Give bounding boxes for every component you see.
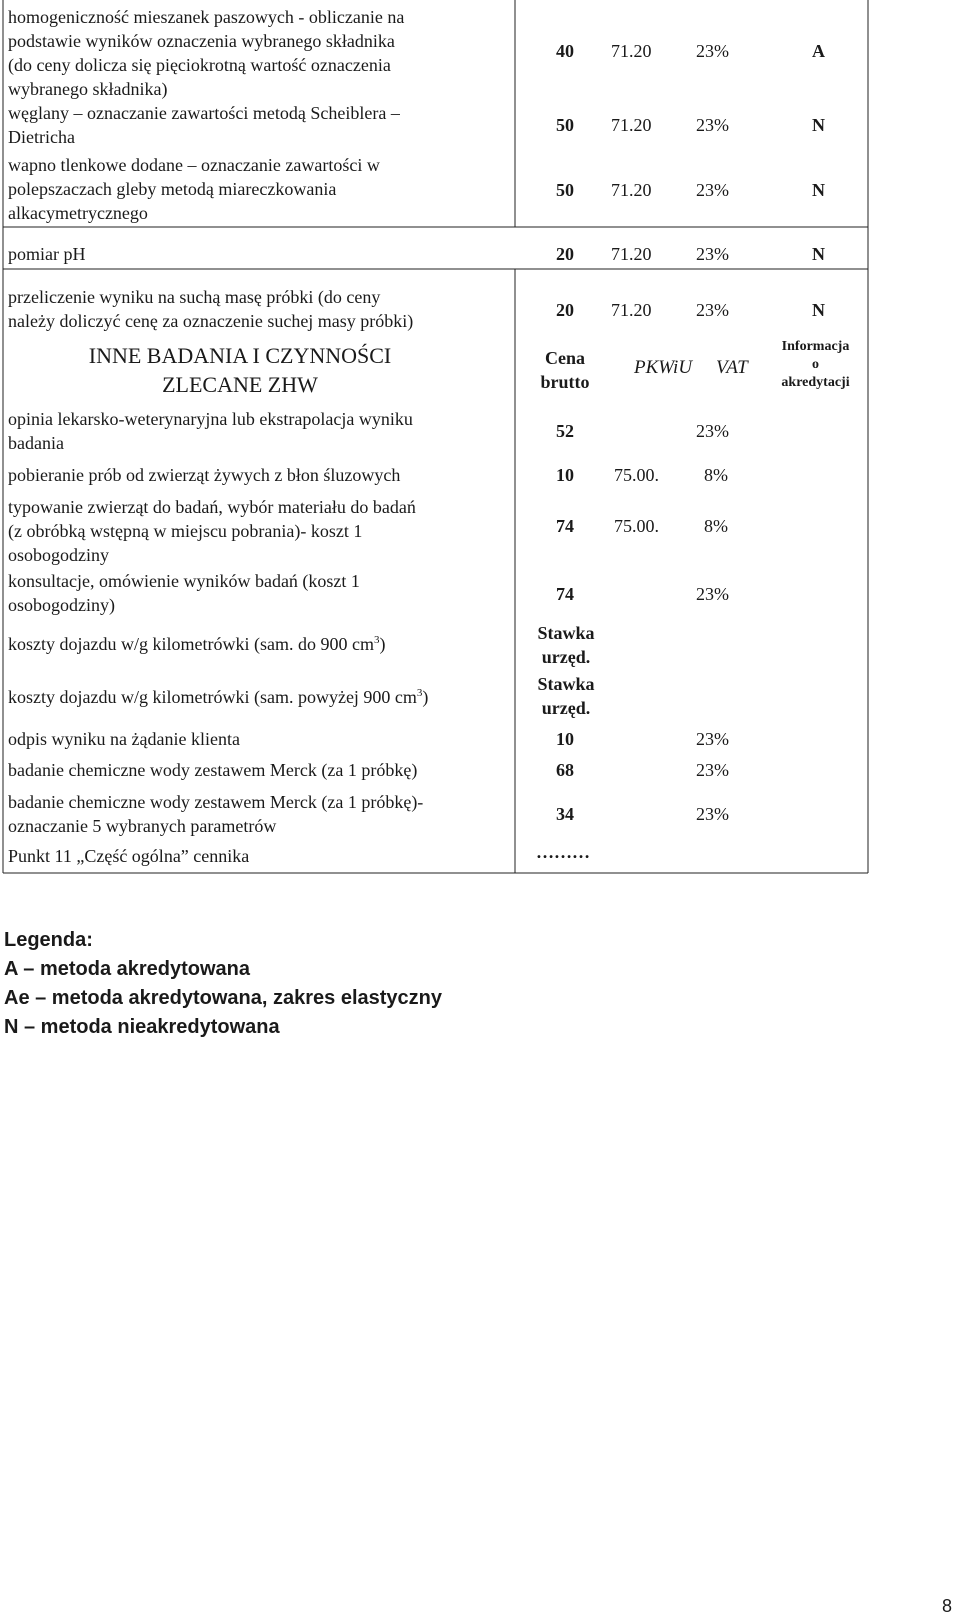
row-pkwiu: 75.00. — [614, 465, 659, 485]
row-price: 74 — [556, 516, 574, 536]
row-desc: homogeniczność mieszanek paszowych - obliczanie na podstawie wyników oznaczenia wybranego składnika (do ceny dolicza się pięciokrotną wartość oznaczenia wybranego składnika) — [8, 7, 405, 99]
row-price: Stawka urzęd. — [537, 674, 595, 718]
row-desc: przeliczenie wyniku na suchą masę próbki (do ceny należy doliczyć cenę za oznaczenie suchej masy próbki) — [8, 287, 414, 331]
row-desc: badanie chemiczne wody zestawem Merck (za 1 próbkę)- oznaczanie 5 wybranych parametrów — [8, 792, 424, 836]
row-vat: 23% — [696, 584, 729, 604]
row-vat: 23% — [696, 115, 729, 135]
row-desc: konsultacje, omówienie wyników badań (koszt 1 osobogodziny) — [8, 571, 360, 615]
row-accreditation: A — [812, 41, 825, 61]
row-price: 50 — [556, 180, 574, 200]
row-pkwiu: 71.20 — [611, 300, 652, 320]
row-price: 74 — [556, 584, 574, 604]
legend — [4, 926, 442, 1042]
row-desc: węglany – oznaczanie zawartości metodą Scheiblera – Dietricha — [8, 103, 400, 147]
row-desc: pobieranie prób od zwierząt żywych z błon śluzowych — [8, 465, 401, 485]
column-header-pkwiu: PKWiU — [634, 357, 693, 378]
column-header-price: Cena brutto — [540, 348, 590, 392]
row-vat: 8% — [704, 516, 728, 536]
row-accreditation: N — [812, 244, 825, 264]
row-pkwiu: 71.20 — [611, 180, 652, 200]
row-pkwiu: 71.20 — [611, 244, 652, 264]
row-price: 10 — [556, 465, 574, 485]
row-accreditation: N — [812, 115, 825, 135]
row-price: Stawka urzęd. — [537, 623, 595, 667]
row-desc: koszty dojazdu w/g kilometrówki (sam. powyżej 900 $cm^3$) — [8, 687, 429, 707]
row-vat: 23% — [696, 244, 729, 264]
row-price: 10 — [556, 729, 574, 749]
row-price: ……… — [536, 842, 590, 862]
row-vat: 23% — [696, 729, 729, 749]
row-desc: pomiar pH — [8, 244, 86, 264]
row-desc: odpis wyniku na żądanie klienta — [8, 729, 240, 749]
section-title: INNE BADANIA I CZYNNOŚCI ZLECANE ZHW — [88, 343, 392, 397]
row-desc: wapno tlenkowe dodane – oznaczanie zawartości w polepszaczach gleby metodą miareczkowania alkacymetrycznego — [8, 155, 380, 223]
legend-title: Legenda: — [4, 929, 93, 951]
row-accreditation: N — [812, 300, 825, 320]
legend-item: A – metoda akredytowana — [4, 958, 251, 980]
row-vat: 23% — [696, 804, 729, 824]
row-desc: koszty dojazdu w/g kilometrówki (sam. do 900 $cm^3$) — [8, 634, 386, 654]
row-price: 20 — [556, 244, 574, 264]
page-number: 8 — [941, 1596, 952, 1616]
row-vat: 23% — [696, 300, 729, 320]
row-desc: Punkt 11 „Część ogólna” cennika — [8, 846, 250, 866]
legend-item: N – metoda nieakredytowana — [4, 1016, 280, 1038]
row-price: 52 — [556, 421, 574, 441]
legend-item: Ae – metoda akredytowana, zakres elastyczny — [4, 987, 442, 1009]
row-vat: 23% — [696, 421, 729, 441]
column-header-accreditation: Informacja o akredytacji — [781, 339, 850, 390]
column-header-vat: VAT — [716, 357, 748, 378]
row-vat: 23% — [696, 41, 729, 61]
row-price: 20 — [556, 300, 574, 320]
row-pkwiu: 75.00. — [614, 516, 659, 536]
row-price: 34 — [556, 804, 574, 824]
row-price: 68 — [556, 760, 574, 780]
row-desc: opinia lekarsko-weterynaryjna lub ekstrapolacja wyniku badania — [8, 409, 413, 453]
row-vat: 23% — [696, 760, 729, 780]
row-pkwiu: 71.20 — [611, 115, 652, 135]
row-price: 50 — [556, 115, 574, 135]
row-price: 40 — [556, 41, 574, 61]
row-accreditation: N — [812, 180, 825, 200]
row-vat: 8% — [704, 465, 728, 485]
row-desc: badanie chemiczne wody zestawem Merck (za 1 próbkę) — [8, 760, 418, 780]
row-vat: 23% — [696, 180, 729, 200]
row-desc: typowanie zwierząt do badań, wybór materiału do badań (z obróbką wstępną w miejscu pobrania)- koszt 1 osobogodziny — [8, 497, 416, 565]
row-pkwiu: 71.20 — [611, 41, 652, 61]
